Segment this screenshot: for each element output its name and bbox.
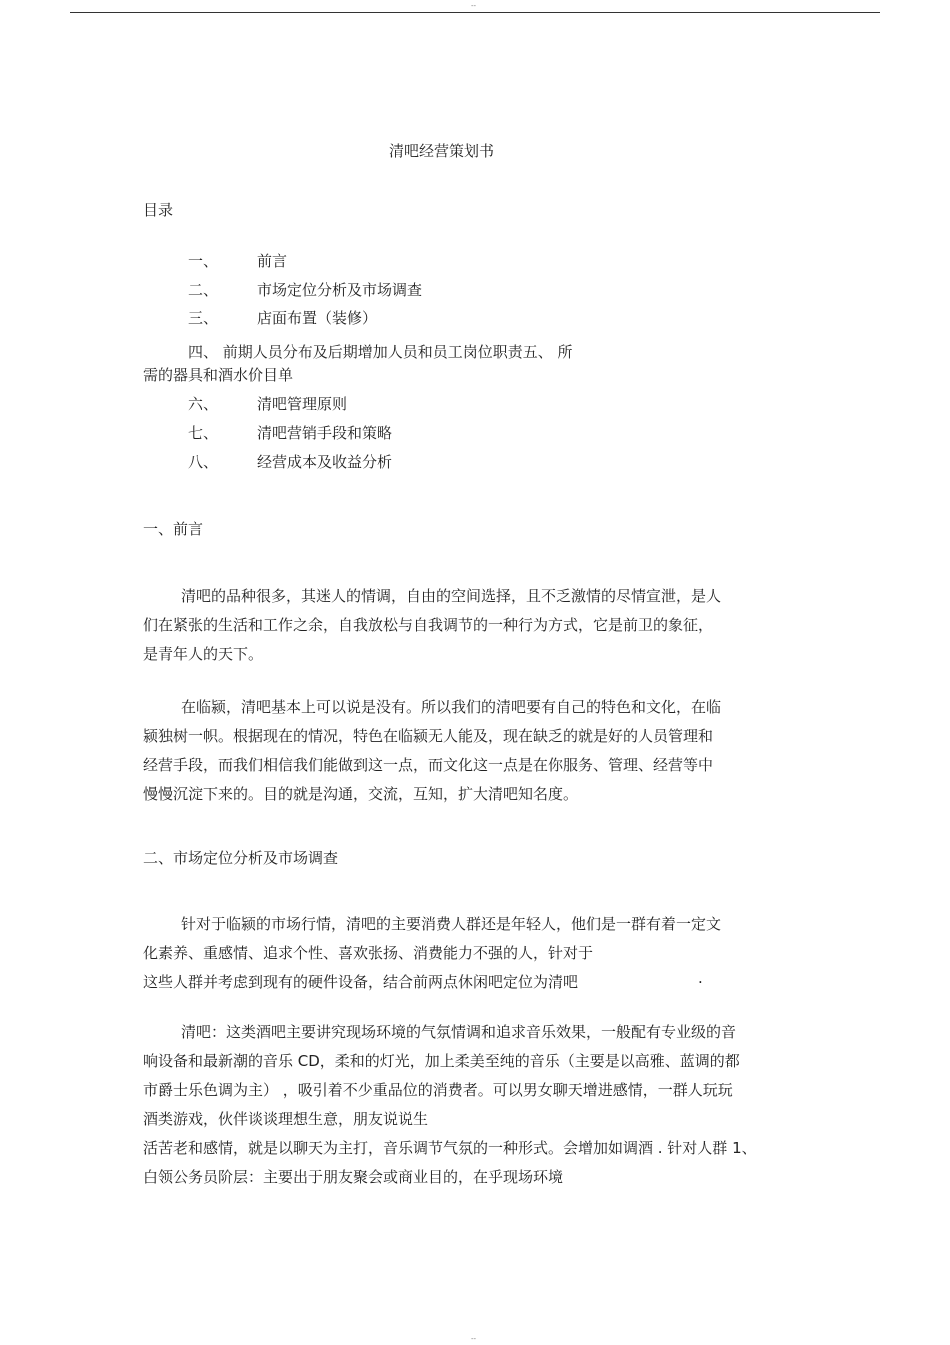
- toc-heading: 目录: [143, 201, 174, 219]
- toc-item-6-number: 六、: [188, 395, 219, 413]
- section-2-paragraph-3: [143, 1134, 757, 1192]
- toc-item-8-number: 八、: [188, 453, 219, 471]
- paragraph-trailing-dot: .: [698, 969, 703, 987]
- toc-item-7-number: 七、: [188, 424, 219, 442]
- section-2-paragraph-2: [143, 1018, 740, 1134]
- paragraph-line: 是青年人的天下。: [143, 645, 264, 663]
- paragraph-line: 市爵士乐色调为主） ，吸引着不少重品位的消费者。可以男女聊天增进感情，一群人玩玩: [143, 1081, 733, 1099]
- paragraph-line: 活苦老和感情，就是以聊天为主打，音乐调节气氛的一种形式。会增加如调酒 . 针对人群 1、: [143, 1139, 757, 1157]
- toc-item-8-text: 经营成本及收益分析: [257, 453, 393, 471]
- section-2-heading: 二、市场定位分析及市场调查: [143, 849, 339, 867]
- paragraph-line: 在临颍，清吧基本上可以说是没有。所以我们的清吧要有自己的特色和文化，在临: [181, 698, 722, 716]
- paragraph-line: 们在紧张的生活和工作之余，自我放松与自我调节的一种行为方式，它是前卫的象征，: [143, 616, 714, 634]
- toc-item-2-text: 市场定位分析及市场调查: [257, 281, 423, 299]
- toc-item-3-number: 三、: [188, 309, 219, 327]
- paragraph-line: 清吧的品种很多，其迷人的情调，自由的空间选择，且不乏激情的尽情宣泄，是人: [181, 587, 722, 605]
- paragraph-line: 颍独树一帜。根据现在的情况，特色在临颍无人能及，现在缺乏的就是好的人员管理和: [143, 727, 714, 745]
- top-page-mark: --: [471, 2, 477, 10]
- toc-item-1-number: 一、: [188, 252, 219, 270]
- paragraph-line: 响设备和最新潮的音乐 CD，柔和的灯光，加上柔美至纯的音乐（主要是以高雅、蓝调的都: [143, 1052, 740, 1070]
- paragraph-line: 白领公务员阶层：主要出于朋友聚会或商业目的，在乎现场环境: [143, 1168, 564, 1186]
- paragraph-line: 针对于临颍的市场行情，清吧的主要消费人群还是年轻人，他们是一群有着一定文: [181, 915, 722, 933]
- paragraph-line: 经营手段，而我们相信我们能做到这一点，而文化这一点是在你服务、管理、经营等中: [143, 756, 714, 774]
- toc-item-7-text: 清吧营销手段和策略: [257, 424, 393, 442]
- toc-item-4-line-2: 需的器具和酒水价目单: [143, 366, 294, 384]
- section-1-paragraph-2: [143, 693, 721, 809]
- paragraph-line: 清吧：这类酒吧主要讲究现场环境的气氛情调和追求音乐效果，一般配有专业级的音: [181, 1023, 737, 1041]
- section-1-paragraph-1: [143, 582, 721, 669]
- toc-item-6-text: 清吧管理原则: [257, 395, 348, 413]
- toc-item-4-line-1: 四、 前期人员分布及后期增加人员和员工岗位职责五、 所: [188, 343, 573, 361]
- toc-item-3-text: 店面布置（装修）: [257, 309, 378, 327]
- paragraph-line: 这些人群并考虑到现有的硬件设备，结合前两点休闲吧定位为清吧: [143, 973, 579, 991]
- section-1-heading: 一、前言: [143, 520, 204, 538]
- bottom-page-mark: --: [471, 1335, 477, 1343]
- paragraph-line: 慢慢沉淀下来的。目的就是沟通，交流，互知，扩大清吧知名度。: [143, 785, 579, 803]
- paragraph-line: 化素养、重感情、追求个性、喜欢张扬、消费能力不强的人，针对于: [143, 944, 594, 962]
- document-title: 清吧经营策划书: [389, 142, 495, 160]
- paragraph-line: 酒类游戏，伙伴谈谈理想生意，朋友说说生: [143, 1110, 429, 1128]
- header-rule: [70, 12, 880, 13]
- toc-item-1-text: 前言: [257, 252, 288, 270]
- toc-item-2-number: 二、: [188, 281, 219, 299]
- section-2-paragraph-1: [143, 910, 721, 997]
